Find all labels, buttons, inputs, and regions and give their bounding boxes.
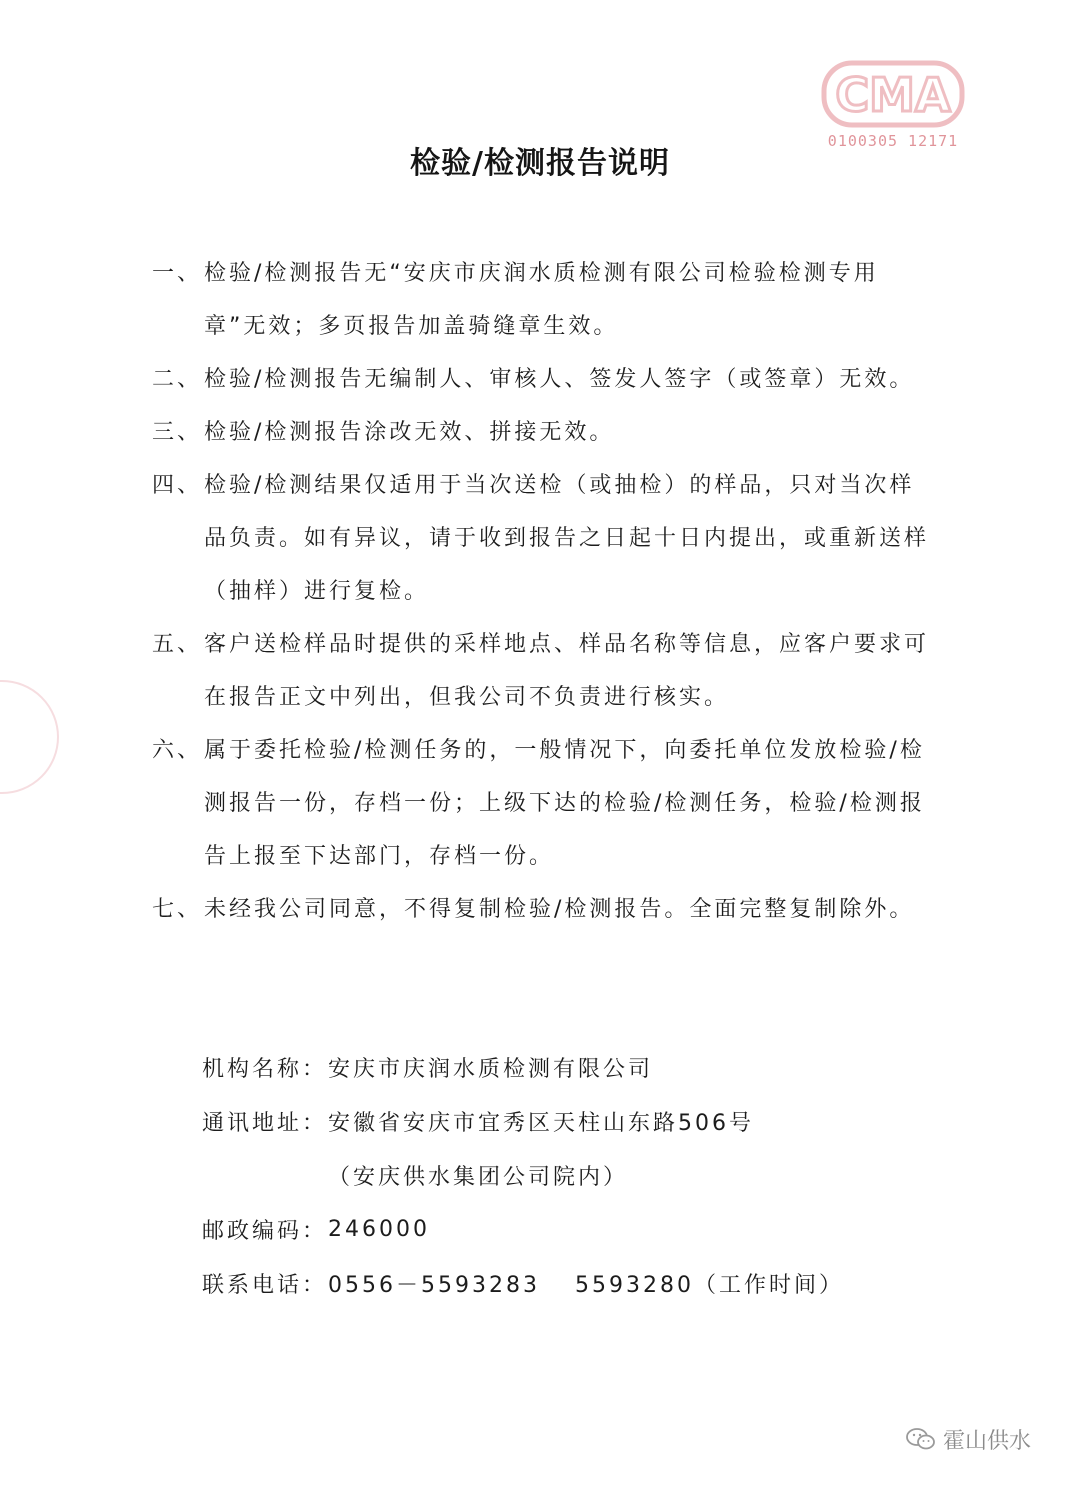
clause-item xyxy=(152,618,932,724)
page-title: 检验/检测报告说明 xyxy=(410,146,670,181)
clause-item xyxy=(152,247,932,353)
clause-number: 五、 xyxy=(152,632,203,657)
clause-number: 六、 xyxy=(152,738,203,763)
account-watermark xyxy=(905,1422,1031,1456)
clause-number: 七、 xyxy=(152,897,203,922)
clause-list xyxy=(152,247,932,936)
contact-zip-row xyxy=(202,1202,902,1256)
contact-phone-row xyxy=(202,1256,902,1310)
org-value: 安庆市庆润水质检测有限公司 xyxy=(328,1056,654,1082)
address-value: 安徽省安庆市宜秀区天柱山东路506号 xyxy=(328,1110,754,1136)
clause-text: 检验/检测结果仅适用于当次送检（或抽检）的样品，只对当次样品负责。如有异议，请于收到报告之日起十日内提出，或重新送样（抽样）进行复检。 xyxy=(204,473,930,604)
clause-item xyxy=(152,724,932,883)
edge-seal-fragment xyxy=(0,680,59,794)
cma-stamp-code: 0100305 12171 xyxy=(827,132,959,150)
address-note: （安庆供水集团公司院内） xyxy=(328,1164,629,1190)
clause-item xyxy=(152,406,932,459)
clause-text: 检验/检测报告无“安庆市庆润水质检测有限公司检验检测专用章”无效；多页报告加盖骑缝章生效。 xyxy=(204,261,879,339)
clause-number: 一、 xyxy=(152,261,203,286)
clause-text: 未经我公司同意，不得复制检验/检测报告。全面完整复制除外。 xyxy=(204,897,915,922)
org-label: 机构名称： xyxy=(202,1056,328,1082)
watermark-text: 霍山供水 xyxy=(943,1428,1032,1454)
clause-item xyxy=(152,353,932,406)
clause-item xyxy=(152,883,932,936)
contact-block xyxy=(202,1040,902,1310)
cma-stamp-mark: CMA xyxy=(835,68,951,122)
wechat-icon xyxy=(905,1426,937,1452)
phone-value: 0556－5593283 5593280（工作时间） xyxy=(328,1272,844,1298)
clause-text: 属于委托检验/检测任务的，一般情况下，向委托单位发放检验/检测报告一份，存档一份；上级下达的检验/检测任务，检验/检测报告上报至下达部门，存档一份。 xyxy=(204,738,925,869)
address-label: 通讯地址： xyxy=(202,1110,328,1136)
contact-org-row xyxy=(202,1040,902,1094)
contact-address-note-row xyxy=(202,1148,902,1202)
clause-number: 二、 xyxy=(152,367,203,392)
clause-text: 检验/检测报告涂改无效、拼接无效。 xyxy=(204,420,615,445)
phone-label: 联系电话： xyxy=(202,1272,328,1298)
clause-number: 三、 xyxy=(152,420,203,445)
zip-label: 邮政编码： xyxy=(202,1218,328,1244)
clause-text: 检验/检测报告无编制人、审核人、签发人签字（或签章）无效。 xyxy=(204,367,915,392)
clause-item xyxy=(152,459,932,618)
clause-number: 四、 xyxy=(152,473,203,498)
contact-address-row xyxy=(202,1094,902,1148)
zip-value: 246000 xyxy=(328,1216,430,1242)
clause-text: 客户送检样品时提供的采样地点、样品名称等信息，应客户要求可在报告正文中列出，但我公司不负责进行核实。 xyxy=(204,632,930,710)
